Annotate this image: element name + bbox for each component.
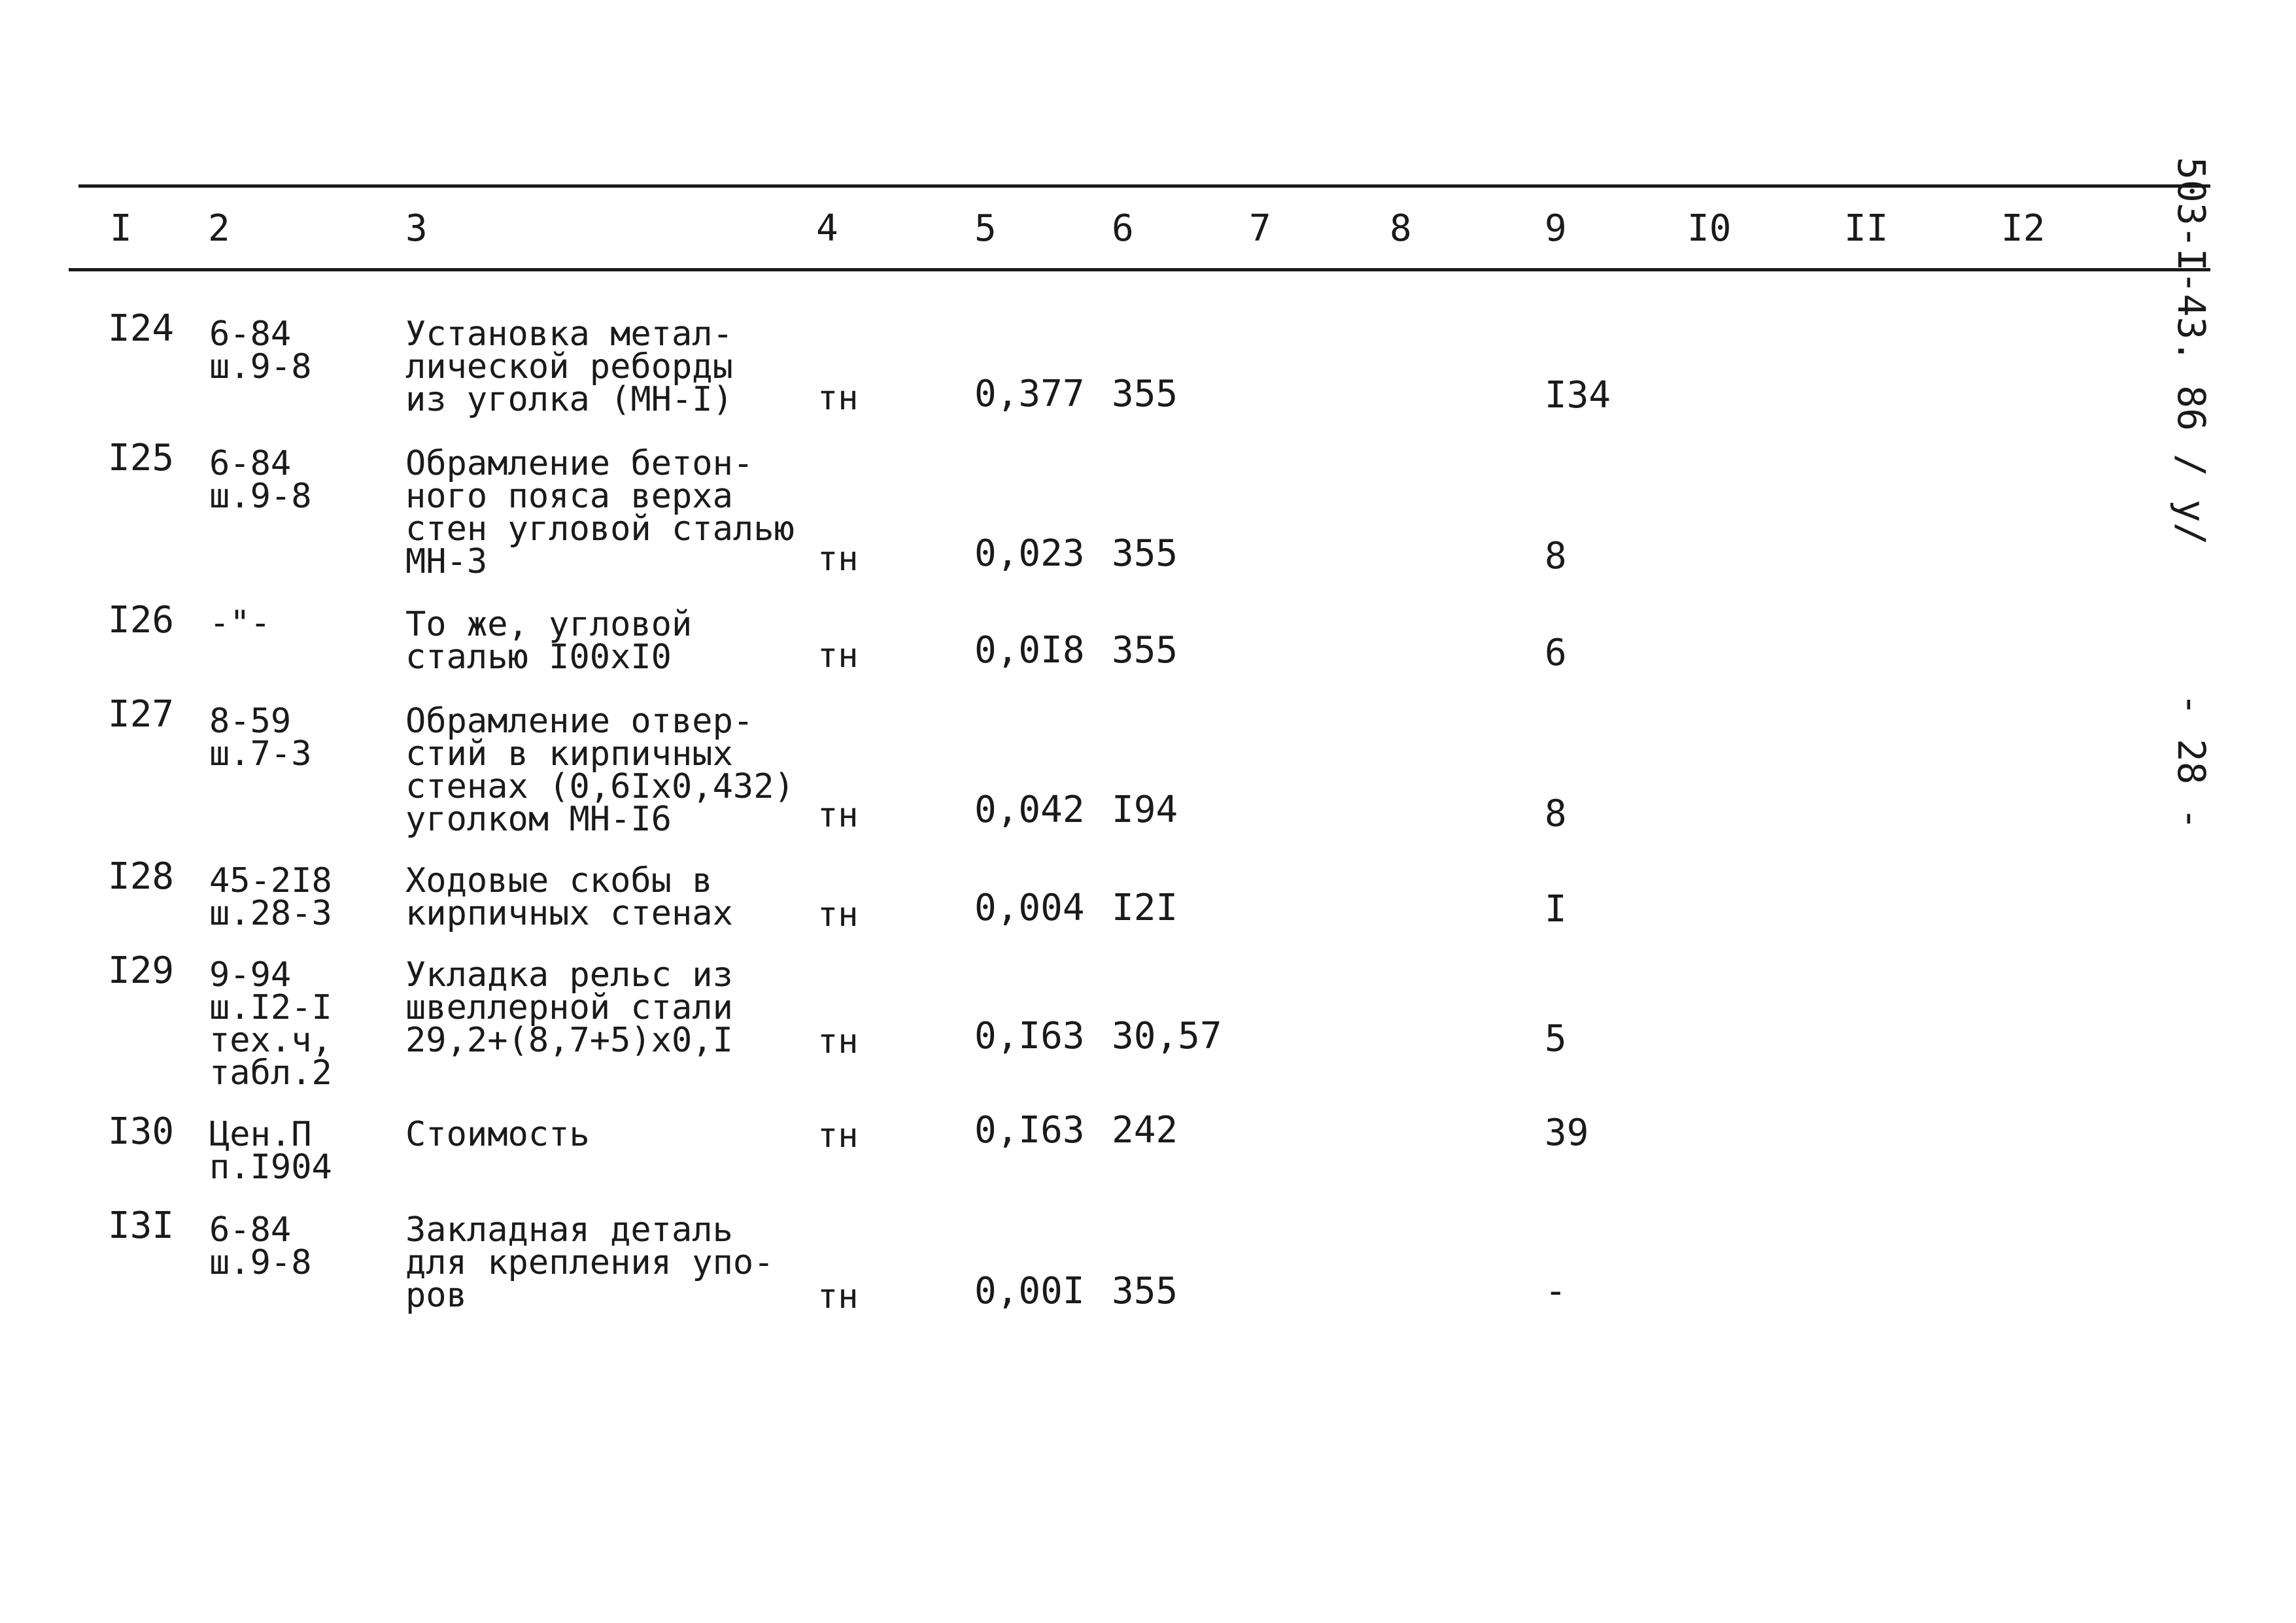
row-description: Установка метал- лической реборды из уголка (МН-I) xyxy=(405,315,733,419)
row-number: I28 xyxy=(108,855,175,898)
row-description: Укладка рельс из швеллерной стали 29,2+(8,7+5)x0,I xyxy=(405,955,733,1060)
row-total: I xyxy=(1545,888,1567,931)
row-unit: тн xyxy=(817,1277,859,1316)
row-description: Закладная деталь для крепления упо- ров xyxy=(405,1210,774,1315)
row-description: Обрамление отвер- стий в кирпичных стенах (0,6Ix0,432) уголком МН-I6 xyxy=(405,702,795,839)
row-number: I3I xyxy=(108,1204,175,1247)
row-price: 355 xyxy=(1112,532,1178,575)
row-unit: тн xyxy=(817,539,859,579)
row-number: I24 xyxy=(108,307,175,350)
col-header-11: II xyxy=(1844,207,1889,250)
row-price: 355 xyxy=(1112,1270,1178,1312)
row-quantity: 0,0I8 xyxy=(974,629,1085,672)
row-description: Обрамление бетон- ного пояса верха стен угловой сталью МН-3 xyxy=(405,444,795,581)
row-total: - xyxy=(1545,1270,1567,1312)
page-number: - 28 - xyxy=(2169,693,2214,830)
row-total: 8 xyxy=(1545,535,1567,577)
row-price: I94 xyxy=(1112,789,1178,831)
col-header-2: 2 xyxy=(208,207,230,250)
row-code: Цен.П п.I904 xyxy=(209,1115,332,1187)
row-number: I29 xyxy=(108,949,175,992)
row-total: I34 xyxy=(1545,374,1611,417)
row-code: 45-2I8 ш.28-3 xyxy=(209,861,332,933)
row-unit: тн xyxy=(817,1022,859,1061)
row-quantity: 0,377 xyxy=(974,373,1085,415)
row-total: 39 xyxy=(1545,1112,1589,1154)
row-code: 6-84 ш.9-8 xyxy=(209,1210,312,1282)
row-quantity: 0,I63 xyxy=(974,1015,1085,1057)
row-code: -"- xyxy=(209,604,271,643)
row-code: 6-84 ш.9-8 xyxy=(209,315,312,386)
row-quantity: 0,023 xyxy=(974,532,1085,575)
row-number: I27 xyxy=(108,693,175,736)
col-header-9: 9 xyxy=(1545,207,1567,250)
col-header-12: I2 xyxy=(2001,207,2046,250)
col-header-10: I0 xyxy=(1687,207,1732,250)
row-number: I25 xyxy=(108,437,175,479)
row-number: I26 xyxy=(108,599,175,641)
row-total: 6 xyxy=(1545,632,1567,674)
col-header-6: 6 xyxy=(1112,207,1134,250)
row-description: Стоимость xyxy=(405,1115,590,1154)
row-unit: тн xyxy=(817,636,859,675)
row-total: 8 xyxy=(1545,793,1567,835)
document-code: 503-I-43. 86 / y/ xyxy=(2169,157,2214,545)
row-price: 242 xyxy=(1112,1109,1178,1152)
row-unit: тн xyxy=(817,379,859,418)
row-quantity: 0,004 xyxy=(974,887,1085,929)
row-price: 355 xyxy=(1112,629,1178,672)
row-price: 30,57 xyxy=(1112,1015,1222,1057)
row-code: 8-59 ш.7-3 xyxy=(209,702,312,774)
header-bottom-rule xyxy=(69,268,2210,271)
col-header-8: 8 xyxy=(1390,207,1412,250)
row-quantity: 0,I63 xyxy=(974,1109,1085,1152)
row-number: I30 xyxy=(108,1110,175,1153)
row-unit: тн xyxy=(817,895,859,934)
col-header-5: 5 xyxy=(974,207,997,250)
row-price: I2I xyxy=(1112,887,1178,929)
row-price: 355 xyxy=(1112,373,1178,415)
row-unit: тн xyxy=(817,1116,859,1155)
row-quantity: 0,00I xyxy=(974,1270,1085,1312)
row-unit: тн xyxy=(817,796,859,835)
row-code: 9-94 ш.I2-I тех.ч, табл.2 xyxy=(209,955,332,1093)
row-quantity: 0,042 xyxy=(974,789,1085,831)
col-header-4: 4 xyxy=(816,207,838,250)
row-code: 6-84 ш.9-8 xyxy=(209,444,312,516)
col-header-3: 3 xyxy=(405,207,428,250)
col-header-7: 7 xyxy=(1249,207,1271,250)
row-total: 5 xyxy=(1545,1017,1567,1060)
row-description: То же, угловой сталью I00xI0 xyxy=(405,605,693,677)
table-top-rule xyxy=(78,184,2210,188)
row-description: Ходовые скобы в кирпичных стенах xyxy=(405,861,733,933)
col-header-1: I xyxy=(110,207,132,250)
